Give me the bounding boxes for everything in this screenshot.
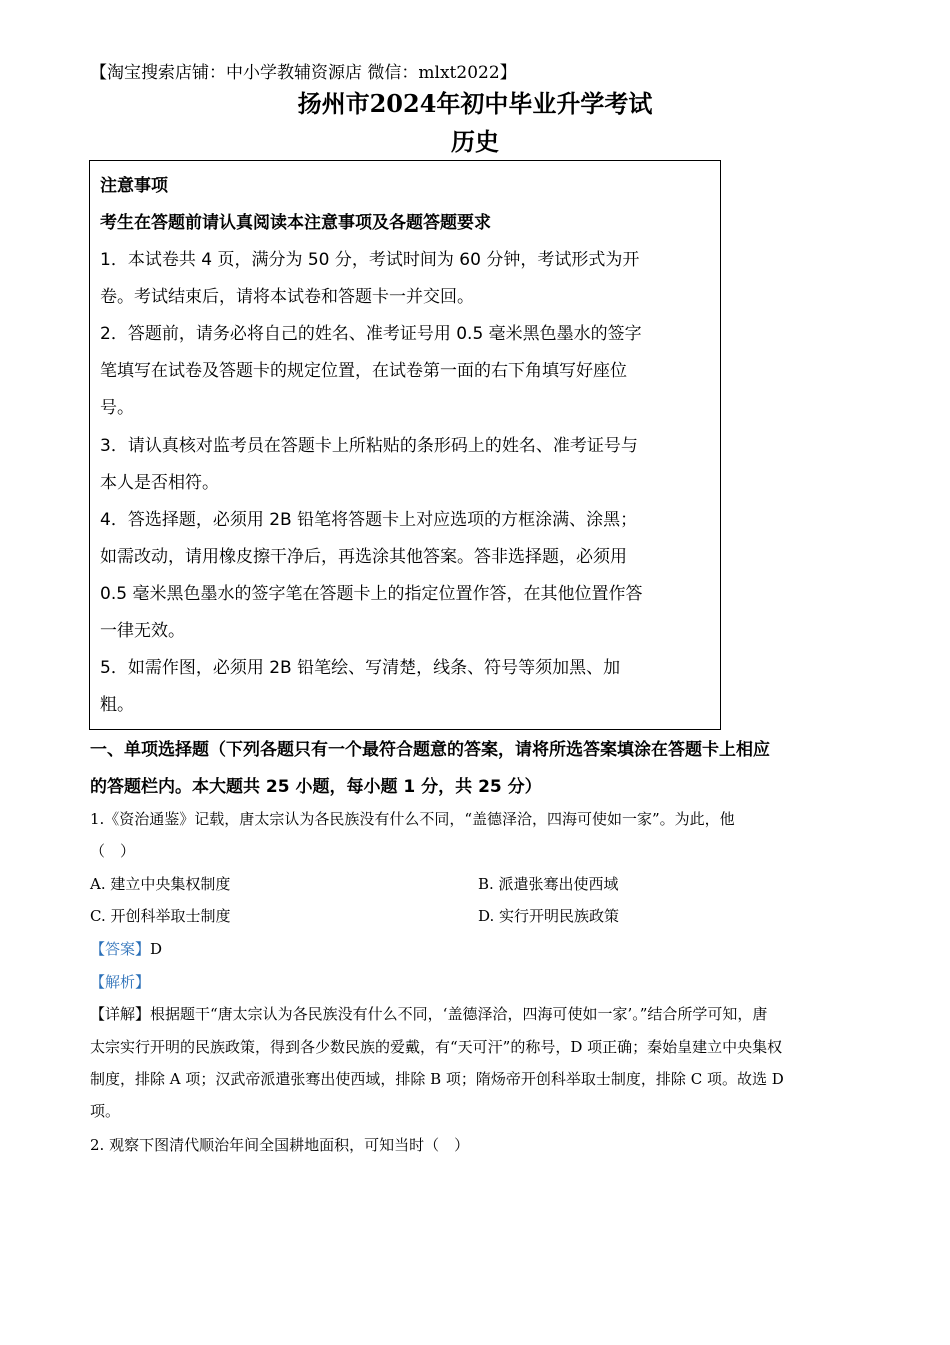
question-1-stem: 1.《资治通鉴》记载，唐太宗认为各民族没有什么不同，“盖德泽洽，四海可使如一家”。为此，他 <box>90 810 735 828</box>
notice-line: 5．如需作图，必须用 2B 铅笔绘、写清楚，线条、符号等须加黑、加 <box>100 658 621 678</box>
answer-label: 【答案】 <box>90 940 151 958</box>
notice-heading: 注意事项 <box>100 176 168 196</box>
question-2-stem: 2. 观察下图清代顺治年间全国耕地面积，可知当时（ ） <box>90 1136 470 1154</box>
answer-value: D <box>150 940 163 958</box>
detail-line: 项。 <box>90 1102 121 1120</box>
notice-subheading: 考生在答题前请认真阅读本注意事项及各题答题要求 <box>100 213 491 233</box>
notice-line: 本人是否相符。 <box>100 473 219 493</box>
option-b: B. 派遣张骞出使西域 <box>478 875 619 893</box>
notice-line: 粗。 <box>100 695 134 715</box>
notice-line: 3．请认真核对监考员在答题卡上所粘贴的条形码上的姓名、准考证号与 <box>100 436 638 456</box>
exam-subject: 历史 <box>451 127 499 156</box>
exam-title: 扬州市2024年初中毕业升学考试 <box>297 89 653 118</box>
section-heading: 一、单项选择题（下列各题只有一个最符合题意的答案，请将所选答案填涂在答题卡上相应 <box>90 740 770 760</box>
option-a: A. 建立中央集权制度 <box>90 875 231 893</box>
detail-line: 【详解】根据题干“唐太宗认为各民族没有什么不同，‘盖德泽洽，四海可使如一家’。”结合所学可知，唐 <box>90 1005 768 1023</box>
notice-line: 0.5 毫米黑色墨水的签字笔在答题卡上的指定位置作答，在其他位置作答 <box>100 584 643 604</box>
notice-line: 1．本试卷共 4 页，满分为 50 分，考试时间为 60 分钟，考试形式为开 <box>100 250 640 270</box>
notice-line: 号。 <box>100 398 134 418</box>
option-d: D. 实行开明民族政策 <box>478 907 620 925</box>
option-c: C. 开创科举取士制度 <box>90 907 231 925</box>
analysis-label: 【解析】 <box>90 973 151 991</box>
question-1-blank: （ ） <box>90 842 136 860</box>
notice-line: 4．答选择题，必须用 2B 铅笔将答题卡上对应选项的方框涂满、涂黑； <box>100 510 638 530</box>
notice-line: 一律无效。 <box>100 621 185 641</box>
section-heading-cont: 的答题栏内。本大题共 25 小题，每小题 1 分，共 25 分） <box>90 777 542 797</box>
detail-line: 太宗实行开明的民族政策，得到各少数民族的爱戴，有“天可汗”的称号，D 项正确；秦始皇建立中央集权 <box>90 1038 783 1056</box>
notice-line: 笔填写在试卷及答题卡的规定位置，在试卷第一面的右下角填写好座位 <box>100 361 627 381</box>
notice-box <box>89 160 721 730</box>
detail-line: 制度，排除 A 项；汉武帝派遣张骞出使西域，排除 B 项；隋炀帝开创科举取士制度，排除 C 项。故选 D <box>90 1070 784 1088</box>
notice-line: 卷。考试结束后，请将本试卷和答题卡一并交回。 <box>100 287 474 307</box>
notice-line: 2．答题前，请务必将自己的姓名、准考证号用 0.5 毫米黑色墨水的签字 <box>100 324 642 344</box>
notice-line: 如需改动，请用橡皮擦干净后，再选涂其他答案。答非选择题，必须用 <box>100 547 627 567</box>
store-ad-line: 【淘宝搜索店铺：中小学教辅资源店 微信：mlxt2022】 <box>90 63 517 83</box>
answer-line <box>90 938 162 959</box>
